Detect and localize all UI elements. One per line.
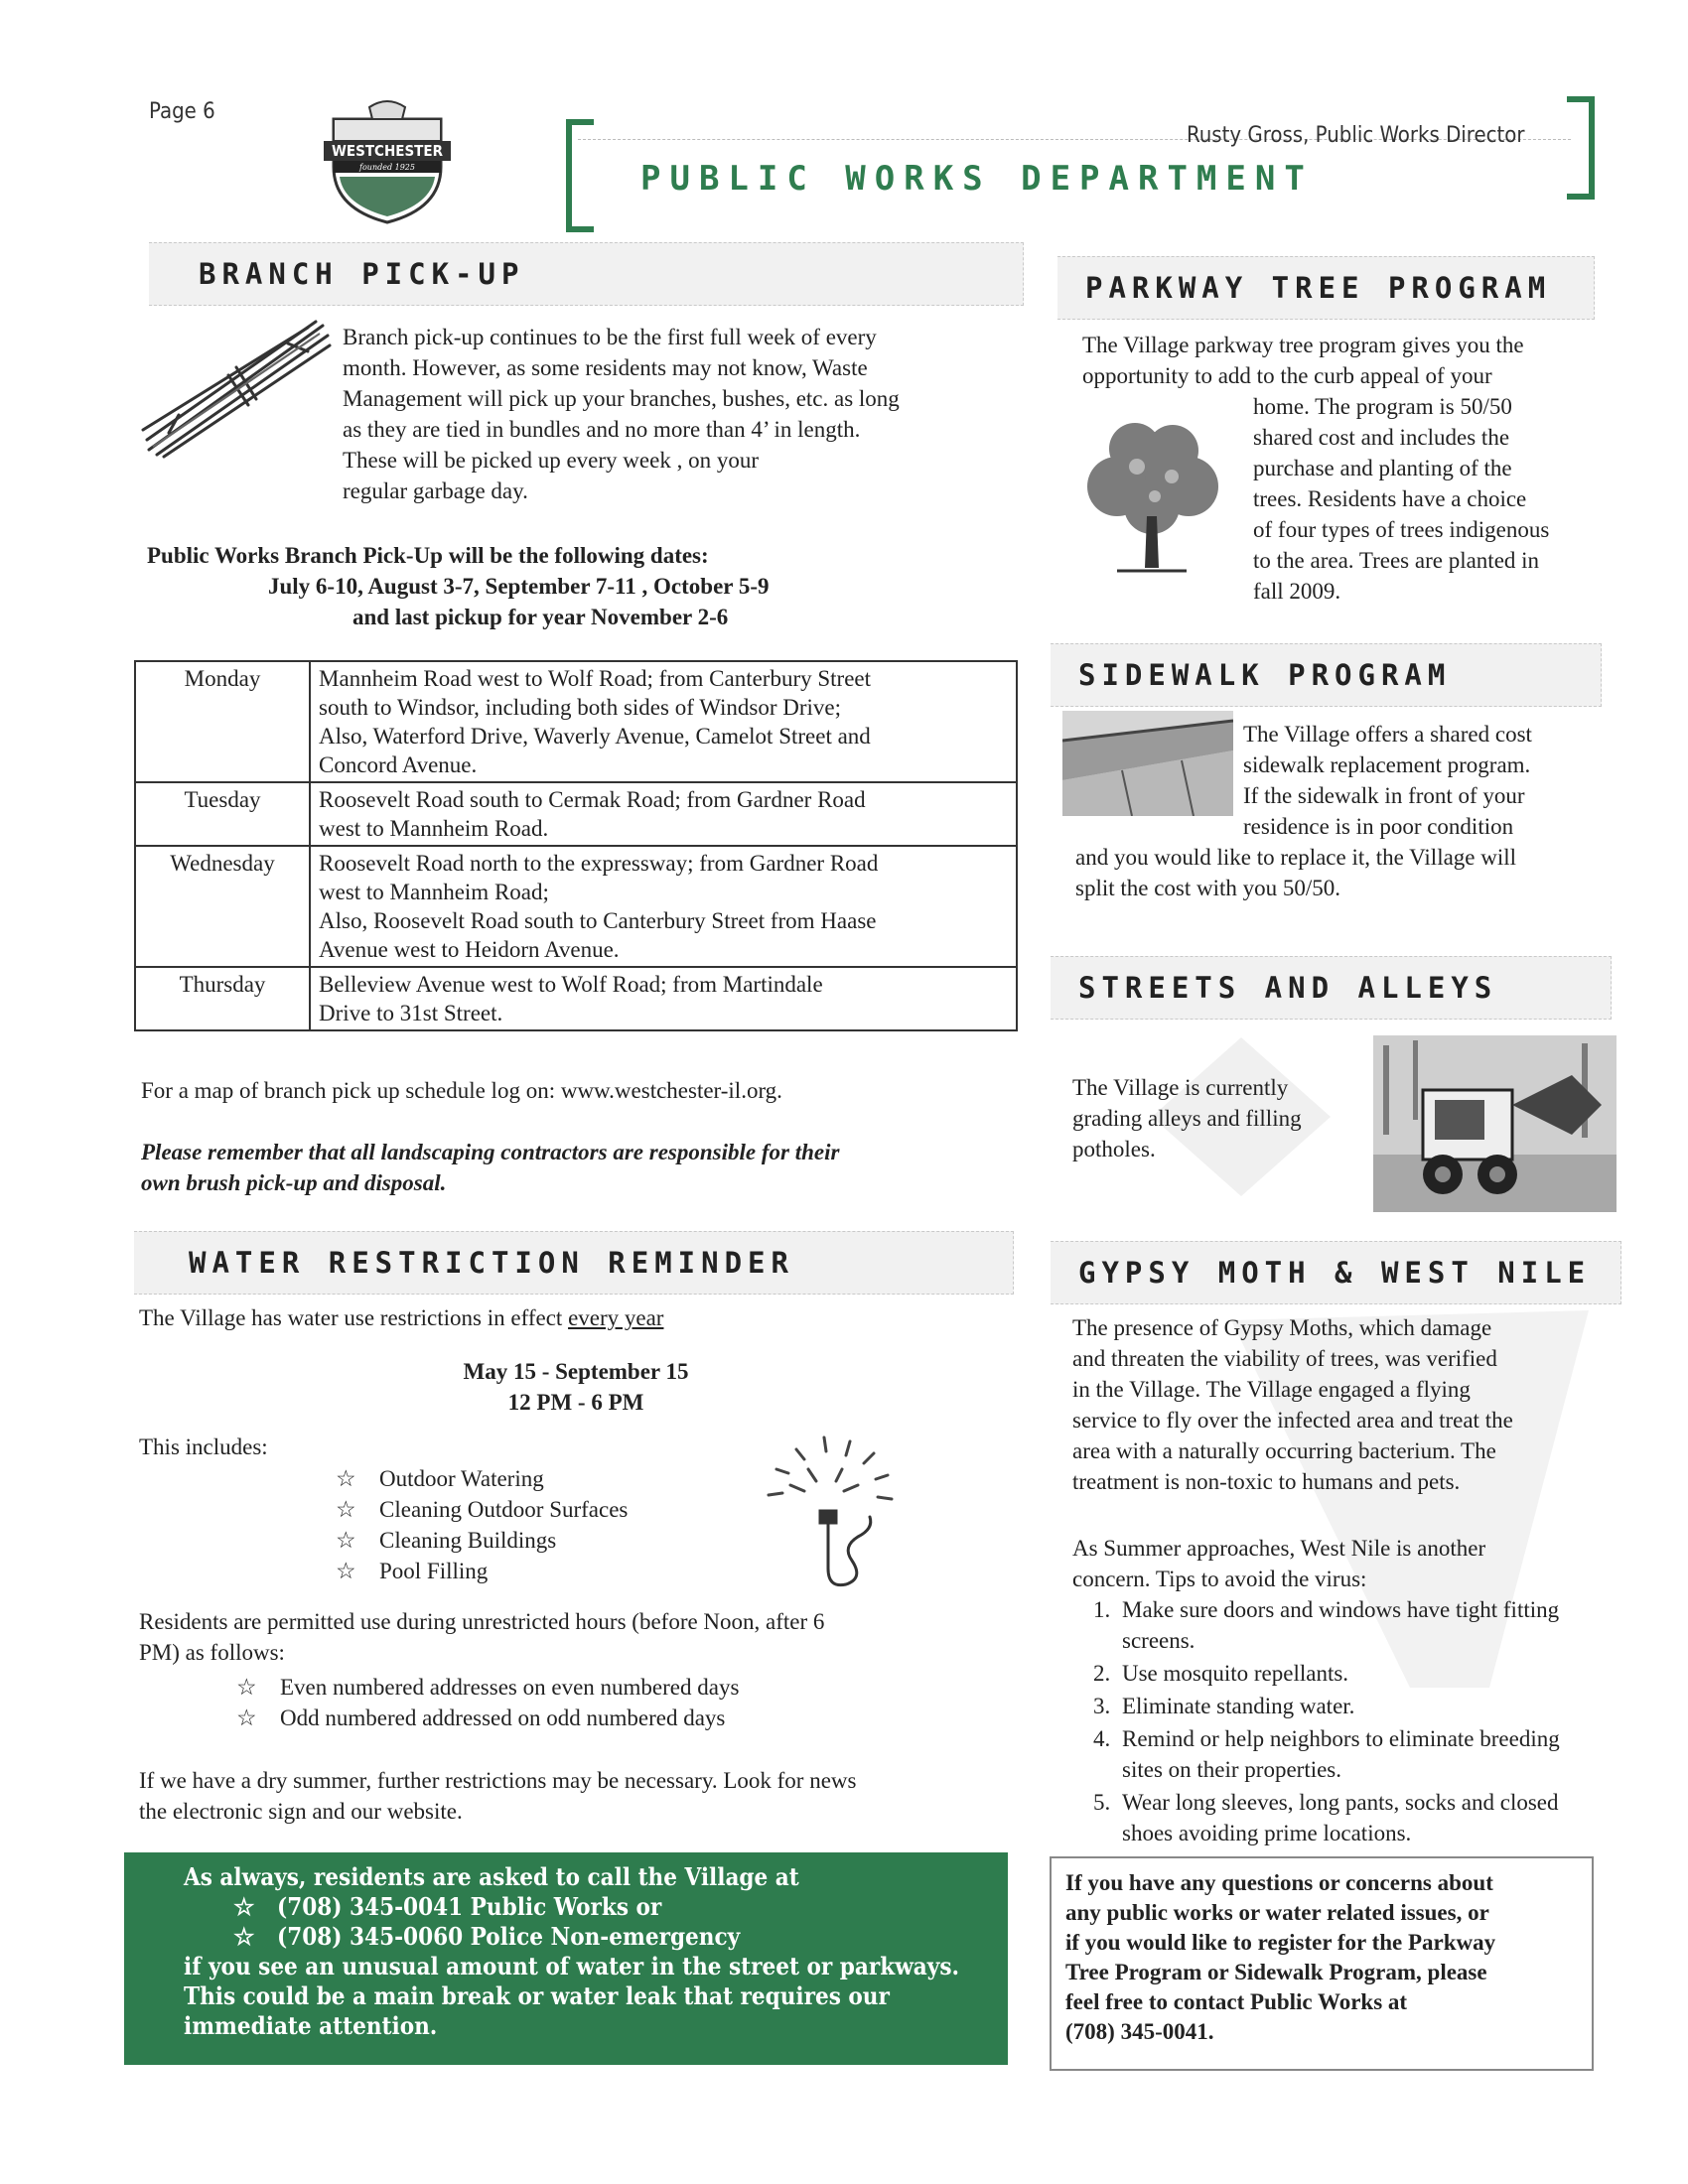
director-name: Rusty Gross, Public Works Director (1187, 123, 1525, 148)
branch-last-pickup: and last pickup for year November 2-6 (352, 605, 729, 629)
streets-section-header (1051, 956, 1612, 1020)
list-item: 3. Eliminate standing water. (1116, 1691, 1565, 1721)
page-number: Page 6 (149, 99, 215, 124)
callout-phone-public-works: ☆ (708) 345-0041 Public Works or (233, 1892, 662, 1921)
parkway-title: PARKWAY TREE PROGRAM (1085, 271, 1552, 305)
water-section-header (134, 1231, 1014, 1295)
sidewalk-title: SIDEWALK PROGRAM (1078, 658, 1452, 692)
list-item: ☆ Even numbered addresses on even numbered days (236, 1675, 740, 1700)
callout-phone-police: ☆ (708) 345-0060 Police Non-emergency (233, 1922, 741, 1951)
schedule-route: Roosevelt Road south to Cermak Road; from Gardner Road west to Mannheim Road. (310, 782, 1017, 846)
list-item: ☆ Odd numbered addressed on odd numbered days (236, 1706, 726, 1730)
branch-title: BRANCH PICK-UP (199, 257, 525, 291)
table-row (135, 782, 1017, 846)
water-permitted: Residents are permitted use during unrestricted hours (before Noon, after 6 PM) as follows: (139, 1609, 825, 1665)
schedule-route: Belleview Avenue west to Wolf Road; from Martindale Drive to 31st Street. (310, 967, 1017, 1030)
sprinkler-icon (747, 1430, 915, 1598)
callout-line: As always, residents are asked to call the Village at (184, 1862, 799, 1891)
parkway-section-header (1057, 256, 1595, 320)
parkway-text-indented: home. The program is 50/50 shared cost and includes the purchase and planting of the trees. Residents have a choice of four types of trees indigenous to the area. Trees are planted in fall 2009. (1253, 394, 1550, 604)
sidewalk-text-indented: The Village offers a shared cost sidewalk replacement program. If the sidewalk in front of your residence is in poor condition (1243, 722, 1532, 839)
water-time-range: 12 PM - 6 PM (507, 1390, 644, 1415)
branch-bundle-icon (139, 316, 338, 465)
department-title: PUBLIC WORKS DEPARTMENT (640, 159, 1314, 199)
gypsy-paragraph: The presence of Gypsy Moths, which damage and threaten the viability of trees, was verified in the Village. The Village engaged a flying service to fly over the infected area and treat the area with a naturally occurring bacterium. The treatment is non-toxic to humans and pets. (1072, 1315, 1513, 1494)
parkway-text-full: The Village parkway tree program gives you the opportunity to add to the curb appeal of your (1082, 333, 1524, 388)
schedule-route: Roosevelt Road north to the expressway; from Gardner Road west to Mannheim Road; Also, Roosevelt Road south to Canterbury Street from Haase Avenue west to Heidorn Avenue. (310, 846, 1017, 967)
schedule-day: Wednesday (135, 846, 310, 967)
schedule-day: Tuesday (135, 782, 310, 846)
bracket-right (1567, 96, 1595, 200)
water-includes-list (336, 1463, 753, 1586)
gypsy-section-header (1051, 1241, 1621, 1304)
branch-schedule-table (134, 660, 1018, 1031)
water-includes-label: This includes: (139, 1434, 268, 1459)
sidewalk-section-header (1051, 643, 1602, 707)
list-item: 2. Use mosquito repellants. (1116, 1658, 1565, 1689)
table-row (135, 967, 1017, 1030)
gypsy-title: GYPSY MOTH & WEST NILE (1078, 1256, 1592, 1290)
skid-loader-photo (1373, 1035, 1617, 1212)
table-row (135, 661, 1017, 782)
water-title: WATER RESTRICTION REMINDER (189, 1246, 794, 1280)
west-nile-tips (1068, 1594, 1565, 1850)
bracket-left (566, 119, 594, 232)
water-rules (236, 1672, 1011, 1733)
list-item: 4. Remind or help neighbors to eliminate breeding sites on their properties. (1116, 1723, 1565, 1785)
callout-line: immediate attention. (184, 2011, 438, 2040)
schedule-route: Mannheim Road west to Wolf Road; from Canterbury Street south to Windsor, including both sides of Windsor Drive; Also, Waterford Drive, Waverly Avenue, Camelot Street and Concord Avenue. (310, 661, 1017, 782)
water-date-range: May 15 - September 15 (463, 1359, 689, 1384)
tree-icon (1077, 417, 1226, 581)
table-row (135, 846, 1017, 967)
water-emergency-callout (124, 1852, 1008, 2065)
streets-text: The Village is currently grading alleys and filling potholes. (1072, 1075, 1302, 1161)
streets-title: STREETS AND ALLEYS (1078, 971, 1498, 1005)
water-intro: The Village has water use restrictions in effect every year (139, 1305, 664, 1330)
logo-founded: founded 1925 (359, 163, 415, 172)
list-item: ☆ Pool Filling (336, 1559, 489, 1583)
sidewalk-photo (1062, 711, 1233, 816)
list-item: 1. Make sure doors and windows have tight fitting screens. (1116, 1594, 1565, 1656)
contact-box: If you have any questions or concerns about any public works or water related issues, or if you would like to register for the Parkway Tree Program or Sidewalk Program, please feel free to contact Public Works at (708) 345-0041. (1050, 1856, 1594, 2071)
branch-reminder: Please remember that all landscaping contractors are responsible for their own brush pick-up and disposal. (141, 1140, 840, 1195)
schedule-day: Thursday (135, 967, 310, 1030)
list-item: ☆ Outdoor Watering (336, 1466, 544, 1491)
logo-name: WESTCHESTER (332, 142, 443, 160)
sidewalk-text-full: and you would like to replace it, the Village will split the cost with you 50/50. (1075, 845, 1517, 900)
branch-dates: July 6-10, August 3-7, September 7-11 , October 5-9 (268, 574, 770, 599)
west-nile-intro: As Summer approaches, West Nile is another concern. Tips to avoid the virus: (1072, 1536, 1486, 1591)
callout-line: This could be a main break or water leak that requires our (184, 1981, 890, 2010)
branch-intro: Branch pick-up continues to be the first full week of every month. However, as some residents may not know, Waste Management will pick up your branches, bushes, etc. as long as they are tied in bundles and no more than 4’ in length. These will be picked up every week , on your regular garbage day. (343, 325, 900, 503)
water-dry-summer: If we have a dry summer, further restrictions may be necessary. Look for news the electronic sign and our website. (139, 1768, 857, 1824)
westchester-crest-logo (320, 97, 455, 226)
list-item: ☆ Cleaning Buildings (336, 1528, 557, 1553)
branch-dates-heading: Public Works Branch Pick-Up will be the following dates: (147, 543, 709, 568)
branch-section-header (149, 242, 1024, 306)
schedule-day: Monday (135, 661, 310, 782)
list-item: ☆ Cleaning Outdoor Surfaces (336, 1497, 629, 1522)
callout-line: if you see an unusual amount of water in the street or parkways. (184, 1952, 959, 1980)
branch-map-note: For a map of branch pick up schedule log on: www.westchester-il.org. (141, 1078, 782, 1103)
list-item: 5. Wear long sleeves, long pants, socks and closed shoes avoiding prime locations. (1116, 1787, 1565, 1848)
